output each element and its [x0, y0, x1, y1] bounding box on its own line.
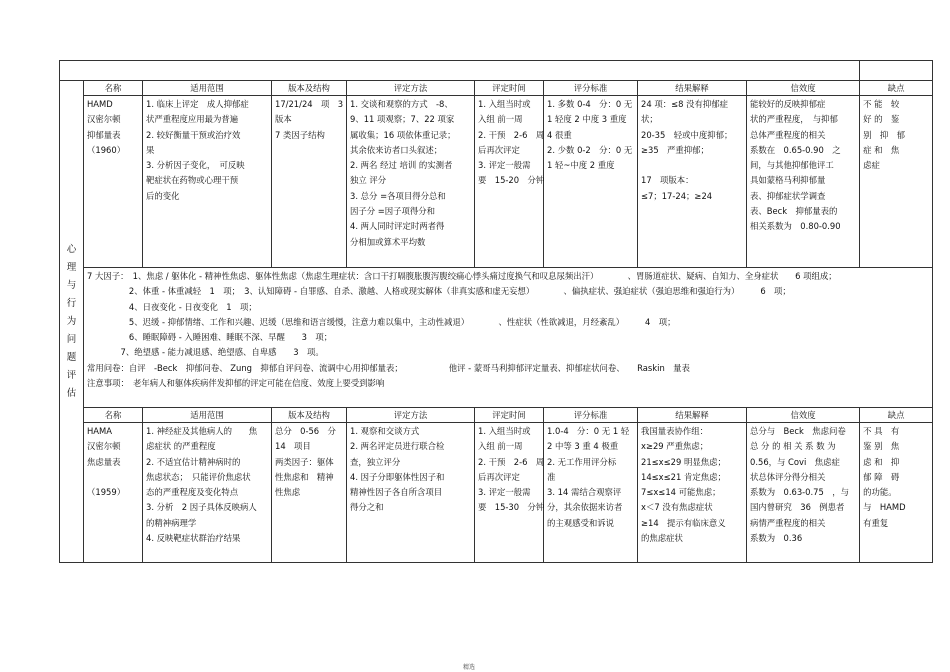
header-cell: 评分标准 [544, 408, 638, 423]
cell-line: 4. 因子分即躯体性因子和 [350, 471, 445, 482]
cell-line: 汉密尔顿 [87, 114, 121, 125]
cell-line: 靶症状在药物或心理干预 [146, 175, 239, 186]
notes: 注意事项： 老年病人和躯体疾病伴发抑郁的评定可能在信度、效度上要受到影响 [87, 378, 385, 389]
cell-line: 3. 分析 2 因子具体反映病人 [146, 502, 257, 513]
cell-line: 的主观感受和诉说 [547, 517, 614, 528]
cell-line: 2. 较好衡量干预或治疗效 [146, 129, 241, 140]
top-blank-row [60, 61, 933, 81]
hamd-version-cell [272, 96, 347, 268]
cell-line: 21≤x≤29 明显焦虑； [641, 456, 726, 467]
cell-line: 焦虑状态； 只能评价焦虑状 [146, 471, 251, 482]
cell-line: 2. 两名 经过 培训 的实测者 [350, 160, 453, 171]
assessment-table [59, 60, 933, 563]
cell-line: （1960） [87, 144, 126, 155]
factor-line: 2、体重 - 体重减轻 1 项； 3、认知障碍 - 自罪感、自杀、激越、人格或现实解体（非真实感和虚无妄想） 、偏执症状、强迫症状（强迫思维和强迫行为） 6 项； [87, 286, 791, 297]
cell-line: 后再次评定 [478, 471, 520, 482]
factor-description-row [60, 268, 933, 408]
common-questionnaires: 常用问卷：自评 -Beck 抑郁问卷、 Zung 抑郁自评问卷、流调中心用抑郁量表； 他评 - 蒙哥马利抑郁评定量表、抑郁症状问卷、 Raskin 量表 [87, 362, 690, 373]
cell-line: 24 项：≤8 没有抑郁症 [641, 99, 728, 109]
header-cell: 信效度 [747, 81, 860, 96]
cell-line: 总体严重程度的相关 [750, 129, 826, 140]
cell-line: 系数为 0.63-0.75 ，与 [750, 487, 849, 498]
cell-line: 因子分 =因子项得分和 [350, 206, 436, 217]
cell-line: 属收集；16 项依体重记录； [350, 129, 456, 140]
cell-line: 表、抑郁症状学调查 [750, 190, 826, 201]
cell-line: 系数在 0.65-0.90 之 [750, 144, 841, 155]
cell-line: 性焦虑和 精神 [275, 471, 334, 482]
cell-line: 要 15-20 分钟 [478, 175, 545, 186]
cell-line: 后再次评定 [478, 144, 520, 155]
cell-line: 的功能。 [863, 487, 897, 498]
hama-version-cell [272, 423, 347, 563]
cell-line: 病情严重程度的相关 [750, 517, 826, 528]
hama-row [60, 423, 933, 563]
cell-line: 精神性因子各自所含项目 [350, 487, 443, 498]
cell-line: 查，独立评分 [350, 456, 401, 467]
cell-line: 4 很重 [547, 129, 572, 140]
hamd-method-cell [347, 96, 475, 268]
cell-line: 要 15-30 分钟 [478, 502, 545, 513]
cell-line: 有重复 [863, 517, 889, 528]
cell-line: 汉密尔顿 [87, 441, 121, 452]
hamd-validity-cell [747, 96, 860, 268]
factor-description [84, 268, 933, 408]
cell-line: 入组 前一周 [478, 441, 523, 452]
cell-line: 我国量表协作组： [641, 426, 708, 436]
cell-line: 0.56，与 Covi 焦虑症 [750, 456, 840, 467]
header-cell: 信效度 [747, 408, 860, 423]
cell-line: 得分之和 [350, 502, 384, 513]
hama-drawback-cell [860, 423, 933, 563]
cell-line: 1 轻~中度 2 重度 [547, 160, 615, 171]
factor-line: 7 大因子： 1、焦虑 / 躯体化 - 精神性焦虑、躯体性焦虑（焦虑生理症状：含口干打嗝腹胀腹泻腹绞痛心悸头痛过度换气和叹息尿频出汗） 、胃肠道症状、疑病、自知力、全身症状 6 项组成； [87, 271, 837, 281]
cell-line: 态的严重程度及变化特点 [146, 487, 239, 498]
cell-line: 表、Beck 抑郁量表的 [750, 206, 838, 217]
header-cell: 版本及结构 [272, 408, 347, 423]
cell-line: 2. 两名评定员进行联合检 [350, 441, 445, 452]
hamd-scoring-cell [544, 96, 638, 268]
cell-line: 1.0-4 分：0 无 1 轻 [547, 426, 630, 436]
cell-line: 版本 [275, 114, 292, 125]
cell-line: 9、11 项观察；7、22 项家 [350, 114, 455, 125]
cell-line: 独立 评分 [350, 175, 387, 186]
cell-line: 1. 临床上评定 成人抑郁症 [146, 99, 249, 109]
cell-line: 3. 总分 =各项目得分总和 [350, 190, 446, 201]
header-row-1 [60, 81, 933, 96]
factor-line: 4、日夜变化 - 日夜变化 1 项； [87, 301, 257, 312]
header-cell: 评定方法 [347, 81, 475, 96]
cell-line: HAMD [87, 99, 113, 109]
cell-line: 3. 评定一般需 [478, 160, 531, 171]
cell-line: 焦虑量表 [87, 456, 121, 467]
cell-line: 国内曾研究 36 例患者 [750, 502, 845, 513]
cell-line: 1. 入组当时或 [478, 99, 531, 109]
cell-line: 14 项目 [275, 441, 311, 452]
hama-scope-cell [143, 423, 272, 563]
cell-line: 2 中等 3 重 4 极重 [547, 441, 619, 452]
header-cell: 名称 [84, 81, 143, 96]
cell-line [641, 158, 743, 173]
cell-line: 状的严重程度， 与抑郁 [750, 114, 838, 125]
cell-line: 4. 两人同时评定时两者得 [350, 221, 445, 232]
cell-line: 不 具 有 [863, 426, 900, 436]
cell-line: 1. 入组当时或 [478, 426, 531, 436]
cell-line: 17/21/24 项 3 [275, 99, 344, 109]
cell-line: 4. 反映靶症状群治疗结果 [146, 533, 241, 544]
header-cell: 适用范围 [143, 408, 272, 423]
cell-line: 状严重程度应用最为普遍 [146, 114, 239, 125]
cell-line: 7 类因子结构 [275, 129, 325, 140]
cell-line: 鉴 别 焦 [863, 441, 900, 452]
cell-line: 郁 障 碍 [863, 471, 900, 482]
cell-line: 总分与 Beck 焦虑问卷 [750, 426, 846, 436]
cell-line: 具如蒙格马利抑郁量 [750, 175, 826, 186]
cell-line: 总分 0-56 分 [275, 426, 336, 436]
cell-line [87, 470, 139, 485]
cell-line: 其余依来访者口头叙述； [350, 144, 443, 155]
cell-line: 1. 交谈和观察的方式 -8、 [350, 99, 453, 109]
cell-line: 果 [146, 144, 155, 155]
factor-line: 7、绝望感 - 能力减退感、绝望感、自卑感 3 项。 [87, 347, 324, 358]
header-cell: 名称 [84, 408, 143, 423]
cell-line: 3. 评定一般需 [478, 487, 531, 498]
cell-line: 状总体评分得分相关 [750, 471, 826, 482]
hamd-time-cell [475, 96, 544, 268]
hama-time-cell [475, 423, 544, 563]
cell-line: 相关系数为 0.80-0.90 [750, 221, 841, 232]
cell-line: 入组 前一周 [478, 114, 523, 125]
footer-label: 精选 [463, 664, 476, 671]
cell-line: 分相加或算术平均数 [350, 236, 426, 247]
header-cell: 适用范围 [143, 81, 272, 96]
cell-line: 虑症状 的严重程度 [146, 441, 216, 452]
cell-line: 3. 14 需结合观察评 [547, 487, 622, 498]
cell-line: ≥35 严重抑郁； [641, 144, 709, 155]
cell-line: 别 抑 郁 [863, 129, 905, 140]
cell-line: 能较好的反映抑郁症 [750, 99, 826, 109]
header-cell: 评分标准 [544, 81, 638, 96]
cell-line: ≤7；17-24；≥24 [641, 190, 713, 201]
hama-validity-cell [747, 423, 860, 563]
header-cell: 版本及结构 [272, 81, 347, 96]
cell-line: 好 的 鉴 [863, 114, 900, 125]
cell-line: 性焦虑 [275, 487, 301, 498]
cell-line: 虑症 [863, 160, 880, 171]
hama-result-cell [638, 423, 747, 563]
side-label: 心 理 与 行 为 问 题 评 估 [60, 81, 84, 563]
factor-line: 6、睡眠障碍 - 入睡困难、睡眠不深、早醒 3 项； [87, 332, 333, 343]
cell-line: 总 分 的 相 关 系 数 为 [750, 441, 836, 452]
cell-line: 不 能 较 [863, 99, 900, 109]
header-row-2 [60, 408, 933, 423]
cell-line: 2. 干预 2-6 周 [478, 129, 545, 140]
cell-line: 1 轻度 2 中度 3 重度 [547, 114, 627, 125]
hamd-name-cell [84, 96, 143, 268]
cell-line: 3. 分析因子变化， 可反映 [146, 160, 245, 171]
cell-line: HAMA [87, 426, 112, 436]
header-cell: 缺点 [860, 81, 933, 96]
cell-line: 症 和 焦 [863, 144, 900, 155]
cell-line: 抑郁量表 [87, 129, 121, 140]
hama-name-cell [84, 423, 143, 563]
cell-line: 2. 干预 2-6 周 [478, 456, 545, 467]
cell-line: 17 项版本： [641, 175, 694, 186]
hamd-result-cell [638, 96, 747, 268]
cell-line: （1959） [87, 487, 126, 498]
cell-line: 2. 不适宜估计精神病时的 [146, 456, 241, 467]
header-cell: 缺点 [860, 408, 933, 423]
header-cell: 结果解释 [638, 408, 747, 423]
cell-line: 2. 无工作用评分标 [547, 456, 617, 467]
cell-line: 分，其余依据来访者 [547, 502, 623, 513]
cell-line: 的精神病理学 [146, 517, 197, 528]
cell-line: 1. 神经症及其他病人的 焦 [146, 426, 258, 436]
cell-line: 系数为 0.36 [750, 533, 803, 544]
cell-line: ≥14 提示有临床意义 [641, 517, 726, 528]
cell-line: 间，与其他抑郁他评工 [750, 160, 834, 171]
hama-method-cell [347, 423, 475, 563]
cell-line: x≥29 严重焦虑； [641, 441, 709, 452]
cell-line: x＜7 没有焦虑症状 [641, 502, 713, 513]
cell-line: 准 [547, 471, 556, 482]
cell-line: 20-35 轻或中度抑郁； [641, 129, 733, 140]
hama-scoring-cell [544, 423, 638, 563]
cell-line: 的焦虑症状 [641, 533, 683, 544]
hamd-scope-cell [143, 96, 272, 268]
cell-line: 1. 多数 0-4 分：0 无 [547, 99, 633, 109]
cell-line: 两类因子：躯体 [275, 456, 334, 467]
cell-line: 与 HAMD [863, 502, 906, 513]
cell-line: 14≤x≤21 肯定焦虑； [641, 471, 726, 482]
header-cell: 评定方法 [347, 408, 475, 423]
hamd-row [60, 96, 933, 268]
cell-line: 7≤x≤14 可能焦虑； [641, 487, 721, 498]
header-cell: 评定时间 [475, 81, 544, 96]
cell-line: 虑 和 抑 [863, 456, 900, 467]
cell-line: 状； [641, 114, 658, 125]
cell-line: 1. 观察和交谈方式 [350, 426, 420, 436]
factor-line: 5、迟缓 - 抑郁情绪、工作和兴趣、迟缓（思维和语言缓慢，注意力难以集中，主动性减退） 、性症状（性欲减退，月经紊乱） 4 项； [87, 316, 676, 327]
hamd-drawback-cell [860, 96, 933, 268]
header-cell: 评定时间 [475, 408, 544, 423]
header-cell: 结果解释 [638, 81, 747, 96]
cell-line: 2. 少数 0-2 分：0 无 [547, 144, 633, 155]
cell-line: 后的变化 [146, 190, 180, 201]
